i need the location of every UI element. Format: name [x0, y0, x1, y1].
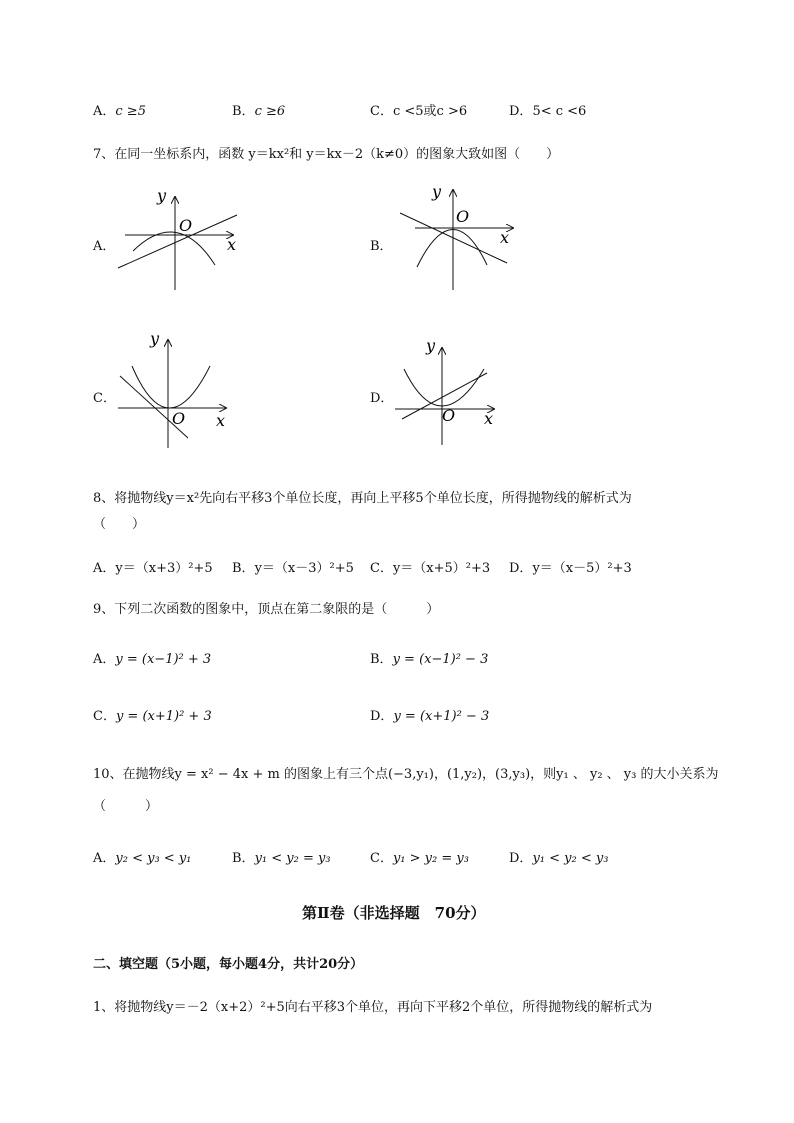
option-expr: y＝（x+5）²+3 — [392, 561, 491, 576]
q8-option-b — [232, 557, 354, 576]
option-label: A． — [93, 104, 116, 119]
x-axis-label: x — [216, 411, 226, 430]
option-expr: y = (x+1)² − 3 — [393, 709, 490, 724]
q7-graph-c — [110, 328, 240, 457]
q8-option-d — [509, 557, 632, 576]
origin-label: O — [179, 216, 193, 235]
q6-option-c — [370, 100, 467, 119]
q10-paren: （ ） — [93, 799, 159, 814]
option-expr: c ≥5 — [115, 104, 146, 119]
q8-paren: （ ） — [93, 517, 146, 532]
y-axis-label: y — [426, 336, 436, 355]
option-label: D． — [509, 104, 533, 119]
q7-stem: 7、在同一坐标系内，函数 y＝kx²和 y＝kx－2（k≠0）的图象大致如图（ ） — [93, 147, 560, 162]
line-graph — [118, 215, 237, 268]
origin-label: O — [442, 406, 456, 425]
q6-option-d — [509, 100, 586, 119]
option-label: B． — [232, 851, 255, 866]
q7-option-a-label: A． — [93, 239, 116, 254]
option-expr: 5< c <6 — [532, 104, 587, 119]
option-label: B． — [232, 561, 255, 576]
option-label: C． — [370, 104, 393, 119]
option-label: C． — [93, 709, 116, 724]
q6-option-a — [93, 100, 146, 119]
q9-option-b — [370, 648, 488, 667]
option-label: C． — [370, 561, 393, 576]
q10-option-b — [232, 847, 331, 866]
q9-option-a — [93, 648, 211, 667]
option-label: C． — [370, 851, 393, 866]
x-axis-label: x — [500, 228, 510, 247]
option-expr: y₁ < y₂ = y₃ — [254, 851, 331, 866]
option-expr: y = (x−1)² + 3 — [115, 652, 212, 667]
q10-option-d — [509, 847, 608, 866]
y-axis-label: y — [432, 182, 442, 201]
option-label: B． — [370, 652, 393, 667]
option-expr: y = (x+1)² + 3 — [115, 709, 212, 724]
q9-stem: 9、下列二次函数的图象中，顶点在第二象限的是（ ） — [93, 602, 440, 617]
q7-graph-a — [115, 185, 250, 299]
q7-graph-b — [395, 182, 525, 299]
option-expr: y₁ > y₂ = y₃ — [392, 851, 469, 866]
option-expr: y₂ < y₃ < y₁ — [115, 851, 192, 866]
option-expr: c <5或c >6 — [392, 104, 468, 119]
q7-graph-d — [392, 333, 522, 452]
q8-stem: 8、将抛物线y＝x²先向右平移3个单位长度，再向上平移5个单位长度，所得抛物线的解析式为 — [93, 491, 632, 506]
parabola — [132, 366, 210, 408]
x-axis-label: x — [227, 235, 237, 254]
q7-option-b-label: B． — [370, 239, 393, 254]
option-expr: y = (x−1)² − 3 — [392, 652, 489, 667]
option-label: A． — [93, 652, 116, 667]
q7-option-d-label: D． — [370, 391, 394, 406]
option-label: A． — [93, 851, 116, 866]
graph-a-svg — [115, 185, 250, 295]
graph-c-svg — [110, 328, 240, 453]
option-expr: y＝（x－5）²+3 — [532, 561, 632, 576]
option-label: D． — [509, 561, 533, 576]
q9-option-d — [370, 705, 489, 724]
q8-option-c — [370, 557, 490, 576]
q10-option-c — [370, 847, 469, 866]
y-axis-label: y — [150, 329, 160, 348]
graph-d-svg — [392, 333, 522, 448]
option-expr: y＝（x+3）²+5 — [115, 561, 213, 576]
parabola — [133, 232, 215, 265]
q10-stem: 10、在抛物线y = x² − 4x + m 的图象上有三个点(−3,y₁)，(1,y₂)，(3,y₃)，则y₁ 、 y₂ 、 y₃ 的大小关系为 — [93, 767, 719, 782]
q7-option-c-label: C． — [93, 391, 116, 406]
q10-option-a — [93, 847, 191, 866]
origin-label: O — [456, 207, 470, 226]
parabola — [404, 369, 484, 406]
q6-option-b — [232, 100, 285, 119]
option-expr: y₁ < y₂ < y₃ — [532, 851, 609, 866]
q8-option-a — [93, 557, 213, 576]
x-axis-label: x — [484, 409, 494, 428]
option-label: D． — [509, 851, 533, 866]
y-axis-label: y — [157, 186, 167, 205]
option-label: D． — [370, 709, 394, 724]
option-expr: y＝（x－3）²+5 — [254, 561, 354, 576]
part-heading: 二、填空题（5小题，每小题4分，共计20分） — [93, 957, 364, 972]
option-label: B． — [232, 104, 255, 119]
option-label: A． — [93, 561, 116, 576]
line-graph — [120, 376, 188, 438]
graph-b-svg — [395, 182, 525, 295]
section-title: 第Ⅱ卷（非选择题 70分） — [302, 904, 486, 922]
origin-label: O — [172, 409, 186, 428]
q9-option-c — [93, 705, 212, 724]
option-expr: c ≥6 — [254, 104, 286, 119]
fill-q1-stem: 1、将抛物线y＝－2（x+2）²+5向右平移3个单位，再向下平移2个单位，所得抛物线的解析式为 — [93, 1000, 653, 1015]
